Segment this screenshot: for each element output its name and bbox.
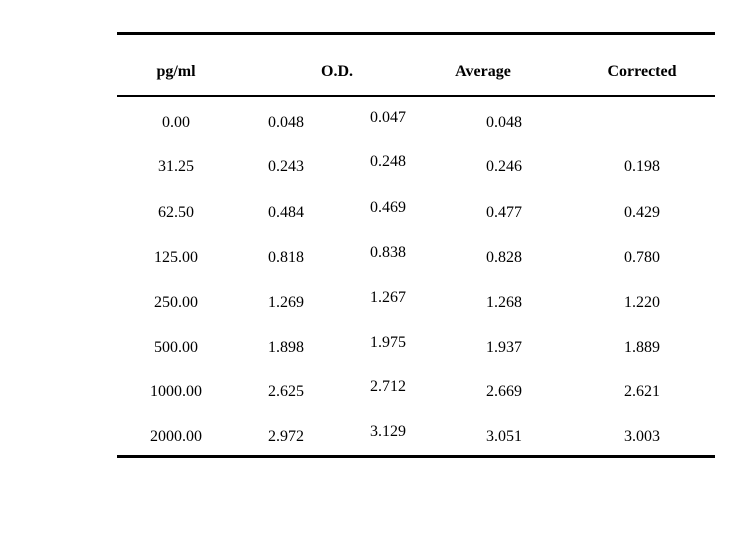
table-header-rule — [117, 95, 715, 97]
cell-concentration: 2000.00 — [150, 428, 202, 445]
cell-od-1: 1.898 — [268, 339, 304, 356]
cell-average: 0.048 — [486, 114, 522, 131]
cell-corrected: 1.220 — [624, 294, 660, 311]
cell-corrected: 0.780 — [624, 249, 660, 266]
cell-corrected: 0.198 — [624, 158, 660, 175]
cell-od-2: 0.047 — [370, 109, 406, 126]
cell-concentration: 1000.00 — [150, 383, 202, 400]
header-average: Average — [455, 63, 511, 80]
cell-corrected: 2.621 — [624, 383, 660, 400]
cell-od-1: 0.243 — [268, 158, 304, 175]
cell-od-2: 1.267 — [370, 289, 406, 306]
cell-od-1: 2.972 — [268, 428, 304, 445]
cell-od-2: 3.129 — [370, 423, 406, 440]
header-od: O.D. — [321, 63, 353, 80]
cell-corrected: 3.003 — [624, 428, 660, 445]
data-table — [117, 32, 715, 460]
cell-average: 1.937 — [486, 339, 522, 356]
cell-corrected: 1.889 — [624, 339, 660, 356]
cell-concentration: 0.00 — [162, 114, 190, 131]
cell-od-1: 0.818 — [268, 249, 304, 266]
cell-average: 1.268 — [486, 294, 522, 311]
cell-od-1: 0.048 — [268, 114, 304, 131]
table-bottom-rule — [117, 455, 715, 458]
cell-average: 0.246 — [486, 158, 522, 175]
cell-concentration: 62.50 — [158, 204, 194, 221]
cell-od-2: 2.712 — [370, 378, 406, 395]
cell-od-2: 0.469 — [370, 199, 406, 216]
cell-concentration: 500.00 — [154, 339, 198, 356]
cell-concentration: 250.00 — [154, 294, 198, 311]
header-corrected: Corrected — [607, 63, 677, 80]
cell-od-2: 0.248 — [370, 153, 406, 170]
cell-od-1: 2.625 — [268, 383, 304, 400]
table-top-rule — [117, 32, 715, 35]
cell-concentration: 31.25 — [158, 158, 194, 175]
cell-od-1: 0.484 — [268, 204, 304, 221]
cell-corrected: 0.429 — [624, 204, 660, 221]
cell-od-2: 1.975 — [370, 334, 406, 351]
cell-average: 3.051 — [486, 428, 522, 445]
cell-average: 0.477 — [486, 204, 522, 221]
cell-average: 0.828 — [486, 249, 522, 266]
cell-concentration: 125.00 — [154, 249, 198, 266]
cell-od-1: 1.269 — [268, 294, 304, 311]
header-concentration: pg/ml — [156, 63, 196, 80]
cell-od-2: 0.838 — [370, 244, 406, 261]
cell-average: 2.669 — [486, 383, 522, 400]
